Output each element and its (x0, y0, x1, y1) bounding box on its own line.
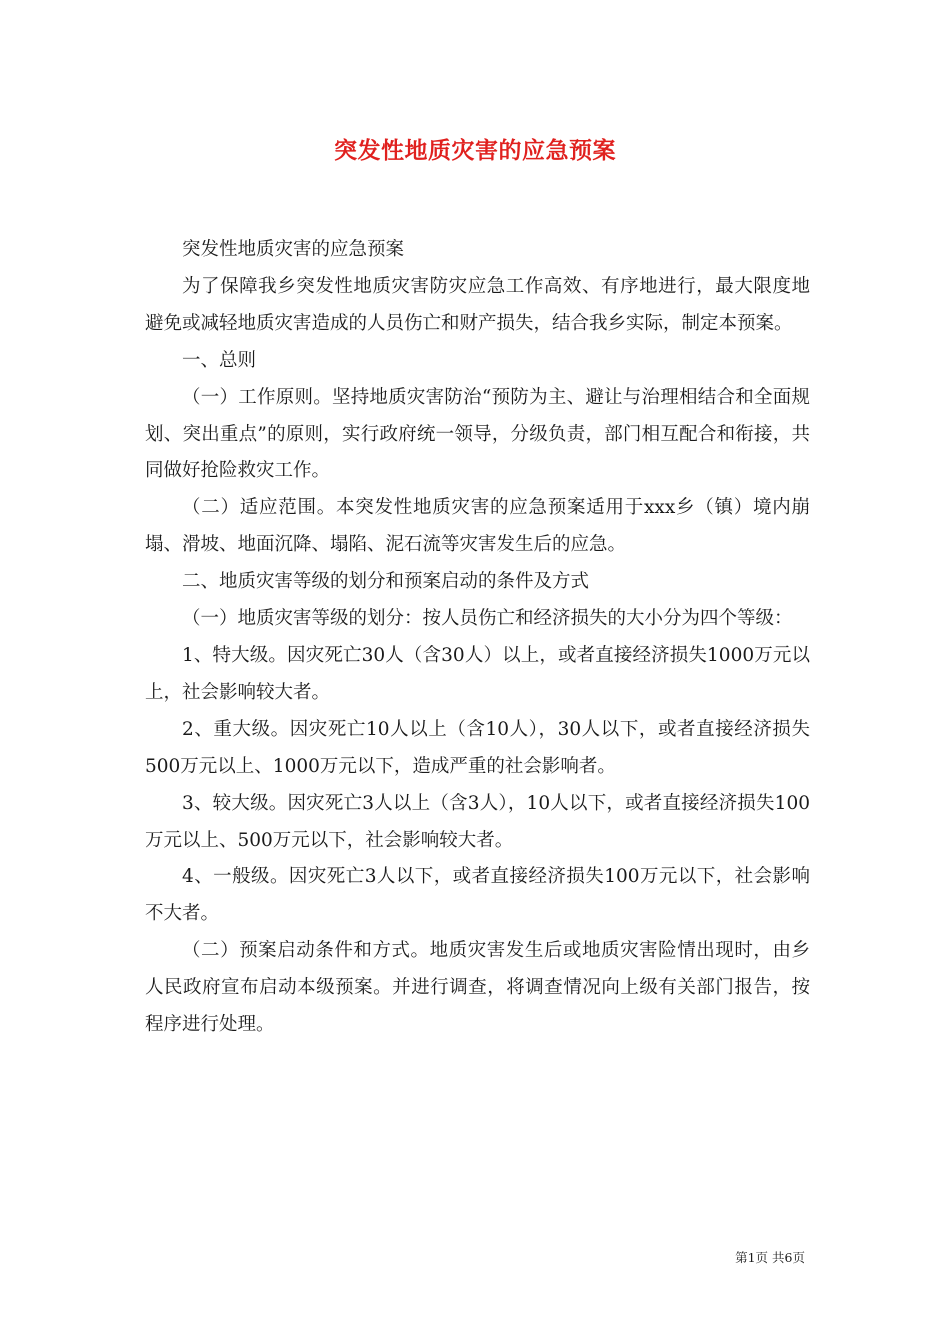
paragraph-intro: 为了保障我乡突发性地质灾害防灾应急工作高效、有序地进行，最大限度地避免或减轻地质灾害造成的人员伤亡和财产损失，结合我乡实际，制定本预案。 (145, 275, 810, 334)
document-body (145, 232, 810, 1044)
paragraph-level-2: 2、重大级。因灾死亡10人以上（含10人），30人以下，或者直接经济损失500万元以上、1000万元以下，造成严重的社会影响者。 (145, 718, 810, 777)
paragraph-level-4: 4、一般级。因灾死亡3人以下，或者直接经济损失100万元以下，社会影响不大者。 (145, 866, 810, 925)
paragraph-subtitle: 突发性地质灾害的应急预案 (182, 239, 405, 260)
paragraph-level-3: 3、较大级。因灾死亡3人以上（含3人），10人以下，或者直接经济损失100万元以上、500万元以下，社会影响较大者。 (145, 792, 810, 851)
page-number: 第1页 共6页 (735, 1250, 805, 1265)
document-title: 突发性地质灾害的应急预案 (334, 137, 616, 164)
paragraph-level-1: 1、特大级。因灾死亡30人（含30人）以上，或者直接经济损失1000万元以上，社会影响较大者。 (145, 644, 810, 703)
section-heading-general: 一、总则 (182, 349, 257, 371)
section-heading-levels: 二、地质灾害等级的划分和预案启动的条件及方式 (182, 571, 590, 593)
paragraph-scope: （二）适应范围。本突发性地质灾害的应急预案适用于xxx乡（镇）境内崩塌、滑坡、地面沉降、塌陷、泥石流等灾害发生后的应急。 (145, 497, 810, 556)
paragraph-level-division: （一）地质灾害等级的划分：按人员伤亡和经济损失的大小分为四个等级： (182, 608, 793, 630)
paragraph-activation: （二）预案启动条件和方式。地质灾害发生后或地质灾害险情出现时，由乡人民政府宣布启动本级预案。并进行调查，将调查情况向上级有关部门报告，按程序进行处理。 (145, 940, 810, 1036)
paragraph-work-principle: （一）工作原则。坚持地质灾害防治“预防为主、避让与治理相结合和全面规划、突出重点”的原则，实行政府统一领导，分级负责，部门相互配合和衔接，共同做好抢险救灾工作。 (145, 386, 810, 482)
